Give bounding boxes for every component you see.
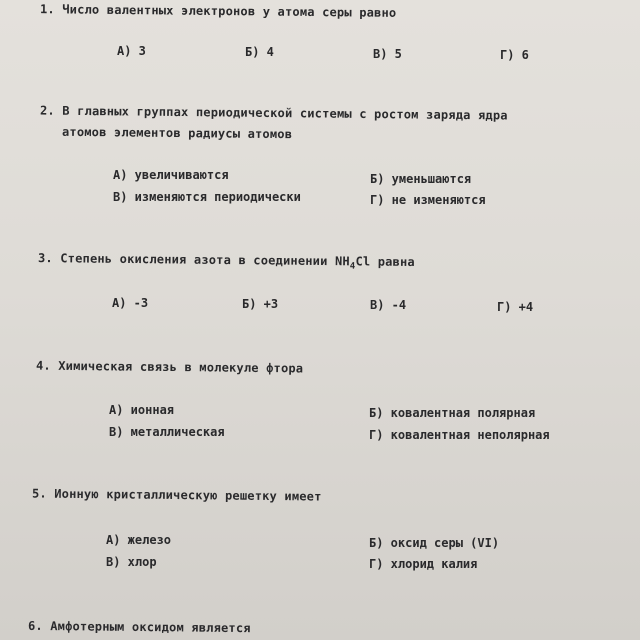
option-d: Г) ковалентная неполярная: [369, 428, 550, 442]
option-c: В) металлическая: [109, 425, 225, 439]
question-text-line-1: 2. В главных группах периодической системы с ростом заряда ядра: [39, 103, 508, 123]
question-text-suffix: Cl равна: [355, 254, 415, 269]
question-text: 5. Ионную кристаллическую решетку имеет: [31, 486, 322, 504]
question-text-line-2: атомов элементов радиусы атомов: [61, 124, 293, 142]
option-b: Б) 4: [245, 45, 274, 59]
option-a: А) ионная: [109, 403, 175, 417]
option-a: А) железо: [106, 533, 172, 547]
option-d: Г) +4: [497, 300, 534, 314]
question-text: 4. Химическая связь в молекуле фтора: [35, 358, 304, 376]
option-a: А) 3: [117, 44, 146, 58]
option-c: В) хлор: [106, 555, 157, 569]
option-d: Г) хлорид калия: [369, 557, 478, 571]
formula-subscript: 4: [349, 261, 356, 272]
option-d: Г) 6: [500, 48, 529, 62]
option-a: А) -3: [112, 296, 149, 310]
option-c: В) 5: [373, 47, 402, 61]
option-b: Б) +3: [242, 297, 279, 311]
question-text-prefix: 3. Степень окисления азота в соединении NH: [37, 251, 350, 269]
option-d: Г) не изменяются: [370, 193, 486, 207]
option-c: В) -4: [370, 298, 407, 312]
option-a: А) увеличиваются: [113, 168, 229, 182]
option-b: Б) оксид серы (VI): [369, 536, 500, 550]
option-b: Б) уменьшаются: [370, 172, 472, 186]
option-b: Б) ковалентная полярная: [369, 406, 536, 420]
question-text: 6. Амфотерным оксидом является: [27, 618, 251, 636]
option-c: В) изменяются периодически: [113, 190, 301, 204]
question-text: [38, 251, 415, 272]
question-text: 1. Число валентных электронов у атома серы равно: [39, 2, 397, 20]
